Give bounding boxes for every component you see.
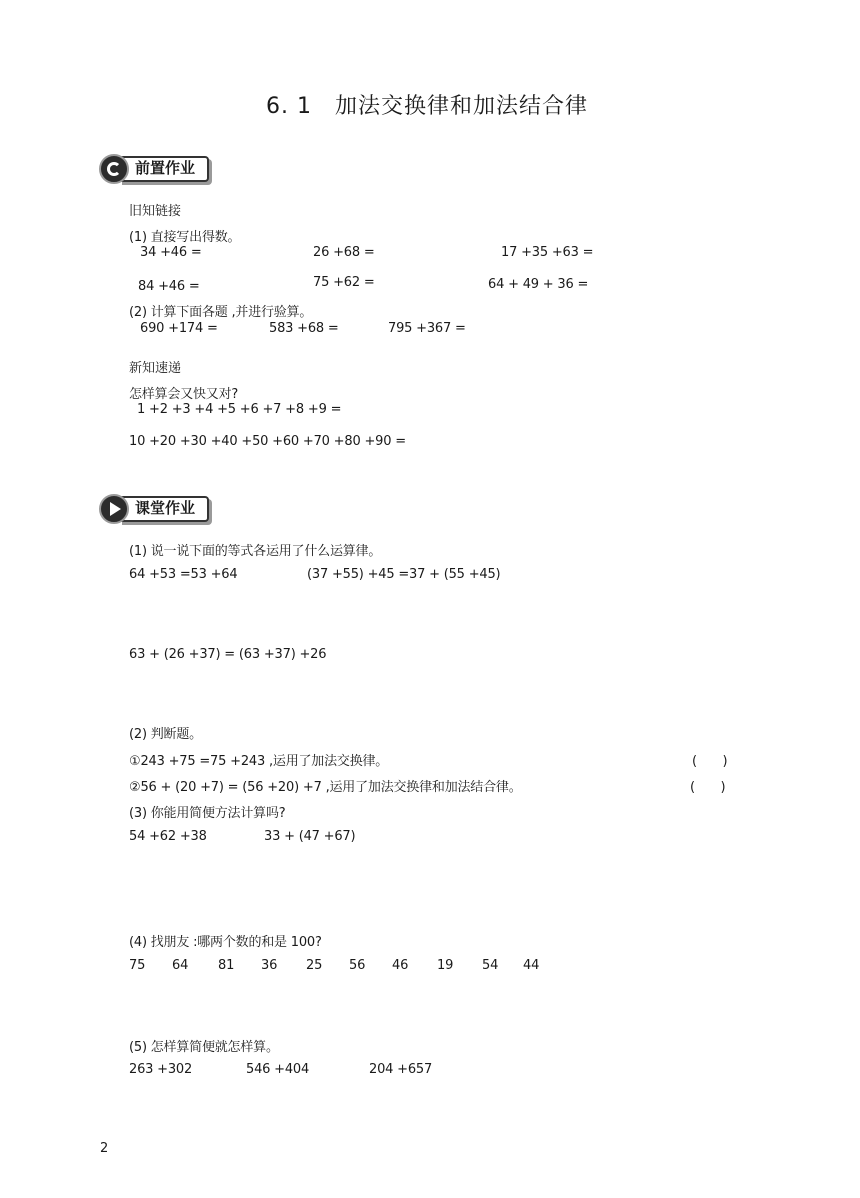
number-item: 54	[482, 958, 499, 973]
expression: 26 +68 =	[313, 245, 375, 260]
page-title: 6. 1 加法交换律和加法结合律	[266, 94, 588, 119]
section-badge-classwork	[99, 494, 209, 524]
swirl-icon	[99, 154, 129, 184]
question-1: (1) 说一说下面的等式各运用了什么运算律。	[129, 544, 382, 559]
number-item: 36	[261, 958, 278, 973]
number-item: 19	[437, 958, 454, 973]
expression: 583 +68 =	[269, 321, 339, 336]
answer-bracket: ( )	[692, 754, 728, 769]
expression: 204 +657	[369, 1062, 433, 1077]
question-text: 怎样算会又快又对?	[129, 387, 239, 402]
play-icon	[99, 494, 129, 524]
number-item: 44	[523, 958, 540, 973]
expression: 263 +302	[129, 1062, 193, 1077]
badge-label: 前置作业	[119, 156, 209, 182]
subheading-new-knowledge: 新知速递	[129, 361, 182, 376]
judgement-item: ①243 +75 =75 +243 ,运用了加法交换律。	[129, 754, 389, 769]
number-item: 81	[218, 958, 235, 973]
expression: 63 + (26 +37) = (63 +37) +26	[129, 647, 327, 662]
expression: 75 +62 =	[313, 275, 375, 290]
expression: (37 +55) +45 =37 + (55 +45)	[307, 567, 501, 582]
expression: 84 +46 =	[138, 279, 200, 294]
question-1: (1) 直接写出得数。	[129, 230, 241, 245]
expression: 17 +35 +63 =	[501, 245, 594, 260]
expression: 64 +53 =53 +64	[129, 567, 238, 582]
expression: 1 +2 +3 +4 +5 +6 +7 +8 +9 =	[137, 402, 342, 417]
expression: 54 +62 +38	[129, 829, 207, 844]
judgement-item: ②56 + (20 +7) = (56 +20) +7 ,运用了加法交换律和加法结合律。	[129, 780, 522, 795]
answer-bracket: ( )	[690, 780, 726, 795]
expression: 690 +174 =	[140, 321, 218, 336]
expression: 33 + (47 +67)	[264, 829, 356, 844]
question-3: (3) 你能用简便方法计算吗?	[129, 806, 286, 821]
expression: 64 + 49 + 36 =	[488, 277, 589, 292]
badge-label: 课堂作业	[119, 496, 209, 522]
number-item: 25	[306, 958, 323, 973]
question-2: (2) 计算下面各题 ,并进行验算。	[129, 305, 313, 320]
question-5: (5) 怎样算简便就怎样算。	[129, 1040, 279, 1055]
number-item: 75	[129, 958, 146, 973]
number-item: 64	[172, 958, 189, 973]
question-4: (4) 找朋友 :哪两个数的和是 100?	[129, 935, 322, 950]
number-item: 46	[392, 958, 409, 973]
number-item: 56	[349, 958, 366, 973]
expression: 795 +367 =	[388, 321, 466, 336]
subheading-old-knowledge: 旧知链接	[129, 204, 182, 219]
question-2: (2) 判断题。	[129, 727, 202, 742]
expression: 10 +20 +30 +40 +50 +60 +70 +80 +90 =	[129, 434, 406, 449]
expression: 34 +46 =	[140, 245, 202, 260]
page-number: 2	[100, 1141, 109, 1156]
expression: 546 +404	[246, 1062, 310, 1077]
section-badge-preview	[99, 154, 209, 184]
